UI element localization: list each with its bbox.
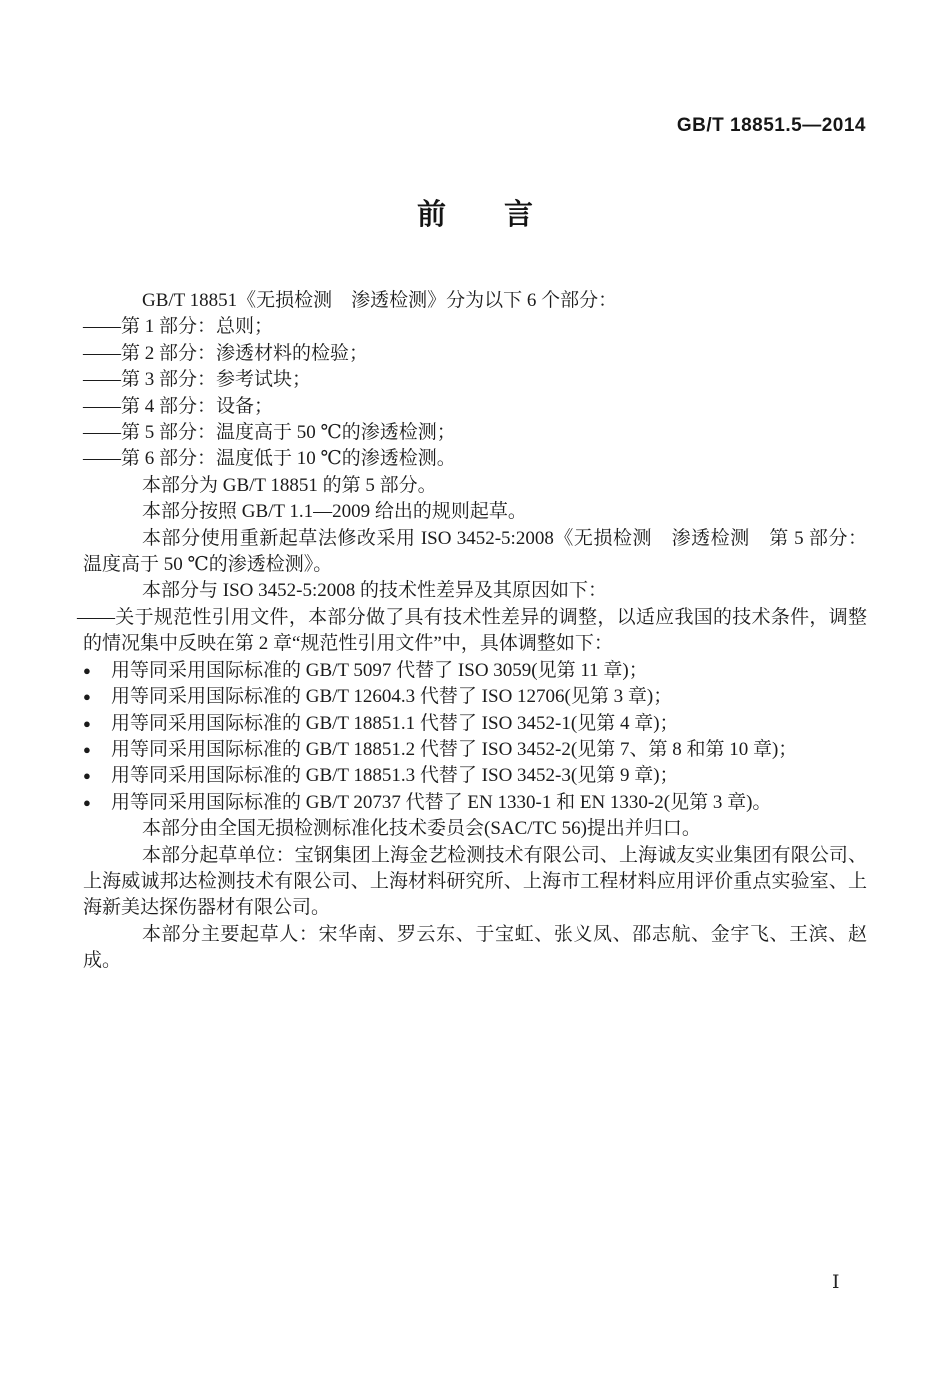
page-title: 前 言: [416, 199, 533, 231]
bullet-item-text: 用等同采用国际标准的 GB/T 18851.3 代替了 ISO 3452-3(见第 9 章)；: [111, 765, 679, 787]
bullet-icon: ●: [83, 715, 91, 731]
page-number: Ⅰ: [832, 1272, 840, 1293]
paragraph-intro: GB/T 18851《无损检测 渗透检测》分为以下 6 个部分：: [142, 290, 618, 311]
bullet-icon: ●: [83, 794, 91, 810]
bullet-item-text: 用等同采用国际标准的 GB/T 20737 代替了 EN 1330-1 和 EN 1330-2(见第 3 章)。: [111, 791, 772, 813]
bullet-list-item: [83, 684, 867, 710]
bullet-item-text: 用等同采用国际标准的 GB/T 18851.2 代替了 ISO 3452-2(见第 7、第 8 和第 10 章)；: [111, 738, 798, 760]
bullet-list-item: [83, 658, 867, 684]
dash-list-item-part5: ——第 5 部分：温度高于 50 ℃的渗透检测；: [83, 422, 456, 444]
dash-list-item-part4: ——第 4 部分：设备；: [83, 395, 274, 417]
dash-list-item-part6: ——第 6 部分：温度低于 10 ℃的渗透检测。: [83, 448, 456, 470]
paragraph-drafting-organizations: 本部分起草单位：宝钢集团上海金艺检测技术有限公司、上海诚友实业集团有限公司、上海威诚邦达检测技术有限公司、上海材料研究所、上海市工程材料应用评价重点实验室、上海新美达探伤器材有限公司。: [83, 844, 867, 919]
foreword-body: [77, 288, 867, 975]
paragraph-committee: 本部分由全国无损检测标准化技术委员会(SAC/TC 56)提出并归口。: [142, 818, 701, 840]
dash-list-item-part3: ——第 3 部分：参考试块；: [83, 369, 312, 391]
dash-list-item-part1: ——第 1 部分：总则；: [83, 316, 274, 338]
paragraph-this-part: 本部分为 GB/T 18851 的第 5 部分。: [142, 474, 437, 496]
bullet-item-text: 用等同采用国际标准的 GB/T 18851.1 代替了 ISO 3452-1(见第 4 章)；: [111, 712, 679, 734]
bullet-list-item: [83, 763, 867, 789]
dash-sub-item-references: ——关于规范性引用文件，本部分做了具有技术性差异的调整，以适应我国的技术条件，调整的情况集中反映在第 2 章“规范性引用文件”中，具体调整如下：: [77, 606, 867, 655]
bullet-list-item: [83, 737, 867, 763]
bullet-list-item: [83, 790, 867, 816]
bullet-item-text: 用等同采用国际标准的 GB/T 5097 代替了 ISO 3059(见第 11 章)；: [111, 659, 648, 681]
bullet-icon: ●: [83, 768, 91, 784]
bullet-icon: ●: [83, 741, 91, 757]
bullet-icon: ●: [83, 689, 91, 705]
header-standard-number: GB/T 18851.5—2014: [676, 115, 866, 136]
bullet-icon: ●: [83, 662, 91, 678]
paragraph-differences: 本部分与 ISO 3452-5:2008 的技术性差异及其原因如下：: [142, 580, 607, 602]
dash-list-item-part2: ——第 2 部分：渗透材料的检验；: [83, 342, 369, 364]
paragraph-drafters: 本部分主要起草人：宋华南、罗云东、于宝虹、张义凤、邵志航、金宇飞、王滨、赵成。: [83, 923, 867, 972]
bullet-item-text: 用等同采用国际标准的 GB/T 12604.3 代替了 ISO 12706(见第 3 章)；: [111, 686, 673, 708]
paragraph-iso-adoption: 本部分使用重新起草法修改采用 ISO 3452-5:2008《无损检测 渗透检测 第 5 部分：温度高于 50 ℃的渗透检测》。: [83, 527, 867, 576]
bullet-list-item: [83, 711, 867, 737]
paragraph-drafting-rule: 本部分按照 GB/T 1.1—2009 给出的规则起草。: [142, 501, 527, 523]
